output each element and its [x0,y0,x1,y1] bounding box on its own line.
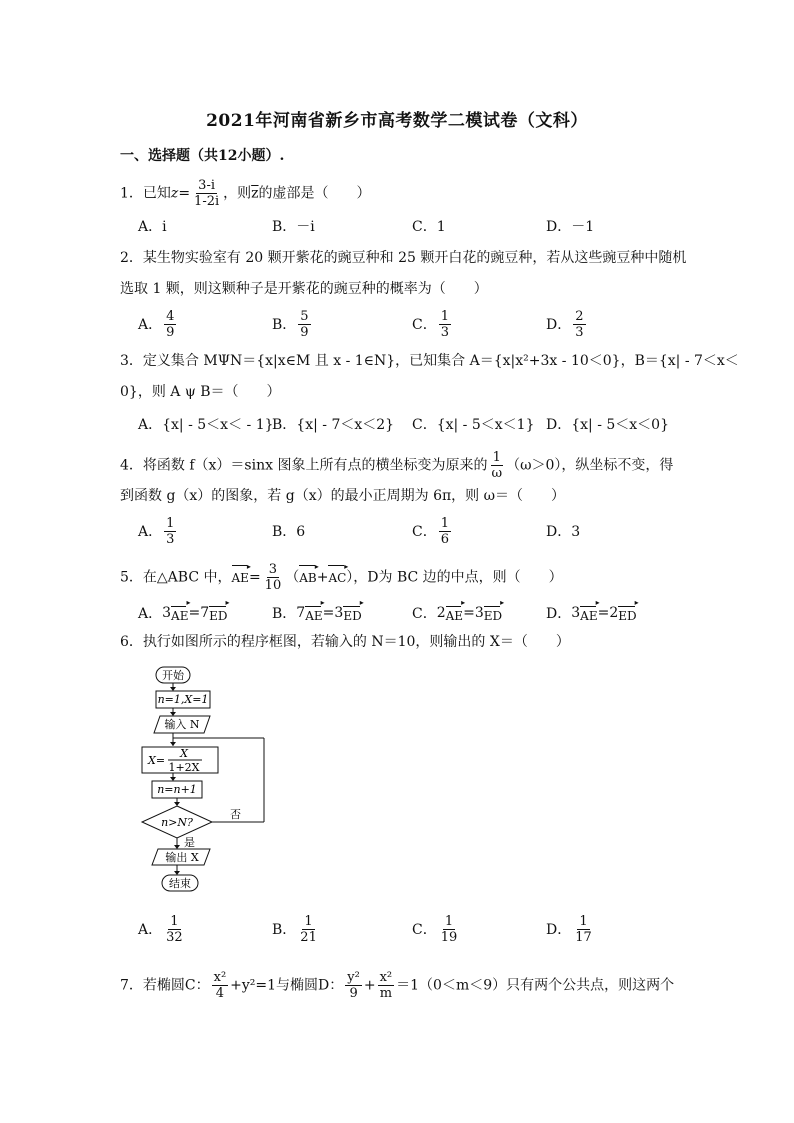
q2-option-a[interactable]: A． $\frac{4}{9}$ [138,308,175,340]
program-flowchart [140,662,280,902]
flowchart-decision-label: n>N? [161,816,193,829]
exam-title: 2021年河南省新乡市高考数学二模试卷（文科） [206,111,588,131]
q2-options [138,307,698,341]
q1-option-b[interactable]: B．－i [272,219,315,235]
q1-fraction: $\frac{3-i}{1-2i}$ [194,178,220,209]
vector-ab: AB ▸ [299,563,316,588]
q2-option-c[interactable]: C． $\frac{1}{3}$ [412,308,449,340]
question-7: 7．若椭圆C： $\frac{\text{x²}}{4}$ +y²=1与椭圆D： $\frac{\text{y²}}{9}$ + $\frac{\text{x²}}{m}$ ＝1（0＜m＜9）只有两个公共点，则这两个 [120,970,675,1001]
question-2-line-2: 选取 1 颗，则这颗种子是开紫花的豌豆种的概率为（ ） [120,281,488,297]
flowchart-increment-label: n=n+1 [157,783,197,796]
flowchart-end-label: 结束 [169,877,191,890]
q5-option-a[interactable]: A． 3 AE ▸ = 7 ED ▸ [138,596,228,630]
q3-option-a[interactable]: A．{x| - 5＜x＜ - 1} [138,417,274,433]
q5-options [138,596,698,630]
q3-options [138,407,698,441]
q4-option-b[interactable]: B．6 [272,524,306,540]
flowchart-init-label: n=1,X=1 [157,693,209,706]
q5-option-d[interactable]: D． 3 AE ▸ = 2 ED ▸ [546,596,637,630]
question-1: 1．已知z= $\frac{3-i}{1-2i}$ ，则$\overline{z}$的虚部是（ ） [120,178,371,209]
question-2-line-1: 2．某生物实验室有 20 颗开紫花的豌豆种和 25 颗开白花的豌豆种，若从这些豌豆种中随机 [120,250,687,266]
flowchart-yes-label: 是 [184,836,195,849]
q6-option-d[interactable]: D． $\frac{1}{17}$ [546,913,592,945]
q4-option-a[interactable]: A． $\frac{1}{3}$ [138,515,175,547]
flowchart-assign-lhs: X= [148,754,166,767]
q6-option-c[interactable]: C． $\frac{1}{19}$ [412,913,458,945]
q1-option-d[interactable]: D．－1 [546,219,595,235]
flowchart-output-label: 输出 X [165,851,199,864]
q6-option-b[interactable]: B． $\frac{1}{21}$ [272,913,317,945]
flowchart-no-label: 否 [230,808,241,821]
q3-option-c[interactable]: C．{x| - 5＜x＜1} [412,417,535,433]
q1-option-a[interactable]: A．i [138,219,167,235]
question-3-line-1: 3．定义集合 MΨN＝{x|x∈M 且 x - 1∈N}，已知集合 A＝{x|x²+3x - 10＜0}，B＝{x| - 7＜x＜ [120,353,739,369]
question-4-line-2: 到函数 g（x）的图象，若 g（x）的最小正周期为 6π，则 ω＝（ ） [120,488,566,504]
q1-option-c[interactable]: C．1 [412,219,446,235]
q5-option-c[interactable]: C． 2 AE ▸ = 3 ED ▸ [412,596,502,630]
flowchart-start-label: 开始 [162,669,184,682]
question-4-line-1: 4．将函数 f（x）＝sinx 图象上所有点的横坐标变为原来的 $\frac{1}{\omega}$ （ω＞0），纵坐标不变，得 [120,450,674,481]
q6-options [138,912,698,946]
z-conjugate: $\overline{z}$ [251,185,259,202]
q2-option-b[interactable]: B． $\frac{5}{9}$ [272,308,309,340]
flowchart-assign-num: X [180,747,188,760]
q4-options [138,514,698,548]
q4-fraction: $\frac{1}{\omega}$ [491,450,503,481]
q4-option-d[interactable]: D．3 [546,524,581,540]
q1-options [138,209,698,243]
vector-ac: AC ▸ [328,563,346,588]
section-heading: 一、选择题（共12小题）. [120,148,285,164]
q6-option-a[interactable]: A． $\frac{1}{32}$ [138,913,183,945]
q3-option-b[interactable]: B．{x| - 7＜x＜2} [272,417,395,433]
q3-option-d[interactable]: D．{x| - 5＜x＜0} [546,417,669,433]
question-3-line-2: 0}，则 A ψ B＝（ ） [120,384,281,400]
q2-option-d[interactable]: D． $\frac{2}{3}$ [546,308,584,340]
q4-option-c[interactable]: C． $\frac{1}{6}$ [412,515,449,547]
flowchart-input-label: 输入 N [164,718,200,731]
question-5: 5．在△ABC 中，AE ▸= $\frac{3}{10}$ （AB ▸+AC ▸），D为 BC 边的中点，则（ ） [120,562,563,593]
q5-option-b[interactable]: B． 7 AE ▸ = 3 ED ▸ [272,596,362,630]
flowchart-assign-den: 1+2X [168,761,200,774]
vector-ae: AE ▸ [232,563,249,588]
question-6: 6．执行如图所示的程序框图，若输入的 N＝10，则输出的 X＝（ ） [120,634,570,650]
